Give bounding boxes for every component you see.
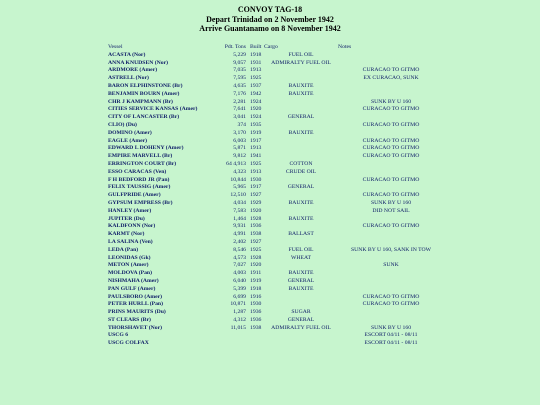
vessel-cell: DOMINO (Amer) [108, 129, 152, 136]
vessel-cell: LA SALINA (Ven) [108, 238, 153, 245]
built-cell: 1913 [250, 145, 262, 152]
vessel-cell: KARMT (Nor) [108, 231, 145, 238]
table-row [0, 332, 540, 340]
built-cell: 1920 [250, 106, 262, 113]
vessel-cell: JUPITER (Du) [108, 215, 145, 222]
notes-cell: CURACAO TO GITMO [362, 106, 420, 113]
pdt-tons-cell: 3,041 [233, 114, 246, 121]
pdt-tons-cell: 6,003 [233, 137, 246, 144]
header-cargo: Cargo [264, 44, 278, 50]
vessel-cell: EMPIRE MARVELL (Br) [108, 153, 173, 160]
notes-cell: CURACAO TO GITMO [362, 145, 420, 152]
vessel-cell: PRINS MAURITS (Du) [108, 309, 166, 316]
notes-cell: ESCORT 04/11 - 08/11 [364, 332, 418, 339]
table-row [0, 153, 540, 161]
table-row [0, 301, 540, 309]
convoy-table [0, 44, 540, 348]
table-row [0, 91, 540, 99]
pdt-tons-cell: 4,991 [233, 231, 246, 238]
table-row [0, 106, 540, 114]
table-row [0, 184, 540, 192]
pdt-tons-cell: 4,312 [233, 316, 246, 323]
pdt-tons-cell: 5,399 [233, 285, 246, 292]
table-row [0, 255, 540, 263]
built-cell: 1938 [250, 324, 262, 331]
table-row [0, 192, 540, 200]
table-row [0, 286, 540, 294]
vessel-cell: THORSHAVET (Nor) [108, 324, 162, 331]
pdt-tons-cell: 7,595 [233, 75, 246, 82]
table-row [0, 177, 540, 185]
pdt-tons-cell: 4,323 [233, 168, 246, 175]
built-cell: 1927 [250, 192, 262, 199]
notes-cell: CURACAO TO GITMO [362, 153, 420, 160]
cargo-cell: GENERAL [287, 316, 315, 323]
table-row [0, 130, 540, 138]
notes-cell: SUNK BY U 160 [370, 98, 412, 105]
pdt-tons-cell: 7,176 [233, 90, 246, 97]
vessel-cell: USCG COLFAX [108, 340, 149, 347]
vessel-cell: EDWARD L DOHENY (Amer) [108, 145, 184, 152]
cargo-cell: BAUXITE [288, 285, 314, 292]
vessel-cell: CITY OF LANCASTER (Br) [108, 114, 180, 121]
header-notes: Notes [338, 44, 352, 50]
table-row [0, 340, 540, 348]
pdt-tons-cell: 4,635 [233, 82, 246, 89]
table-row [0, 145, 540, 153]
built-cell: 1941 [250, 153, 262, 160]
table-row [0, 114, 540, 122]
pdt-tons-cell: 9,057 [233, 59, 246, 66]
notes-cell: SUNK [383, 262, 399, 269]
pdt-tons-cell: 7,035 [233, 67, 246, 74]
pdt-tons-cell: 5,229 [233, 51, 246, 58]
table-row [0, 208, 540, 216]
table-row [0, 247, 540, 255]
vessel-cell: FELIX TAUSSIG (Amer) [108, 184, 171, 191]
header-built: Built [250, 44, 262, 50]
built-cell: 1924 [250, 114, 262, 121]
built-cell: 1920 [250, 262, 262, 269]
notes-cell: EX CURACAO, SUNK [363, 75, 419, 82]
cargo-cell: BAUXITE [288, 199, 314, 206]
cargo-cell: CRUDE OIL [285, 168, 317, 175]
built-cell: 1919 [250, 129, 262, 136]
vessel-cell: LEONIDAS (Gk) [108, 254, 151, 261]
vessel-cell: PAULSBORO (Amer) [108, 293, 163, 300]
notes-cell: CURACAO TO GITMO [362, 223, 420, 230]
built-cell: 1919 [250, 277, 262, 284]
table-row [0, 200, 540, 208]
vessel-cell: BENJAMIN BOURN (Amer) [108, 90, 180, 97]
table-row [0, 99, 540, 107]
table-row [0, 75, 540, 83]
table-row [0, 83, 540, 91]
pdt-tons-cell: 11,015 [230, 324, 246, 331]
table-row [0, 216, 540, 224]
pdt-tons-cell: 2,281 [233, 98, 246, 105]
pdt-tons-cell: 3,170 [233, 129, 246, 136]
built-cell: 1942 [250, 90, 262, 97]
notes-cell: CURACAO TO GITMO [362, 192, 420, 199]
built-cell: 1936 [250, 223, 262, 230]
built-cell: 1918 [250, 51, 262, 58]
notes-cell: CURACAO TO GITMO [362, 67, 420, 74]
vessel-cell: HANLEY (Amer) [108, 207, 152, 214]
vessel-cell: CHR J KAMPMANN (Br) [108, 98, 173, 105]
notes-cell: SUNK BY U 160, SANK IN TOW [351, 246, 431, 253]
pdt-tons-cell: 7,641 [233, 106, 246, 113]
pdt-tons-cell: 7,027 [233, 262, 246, 269]
header-vessel: Vessel [108, 44, 123, 50]
table-row [0, 262, 540, 270]
cargo-cell: FUEL OIL [288, 246, 314, 253]
built-cell: 1928 [250, 215, 262, 222]
built-cell: 1913 [250, 67, 262, 74]
vessel-cell: ESSO CARACAS (Ven) [108, 168, 167, 175]
pdt-tons-cell: 4,034 [233, 199, 246, 206]
table-row [0, 60, 540, 68]
vessel-cell: PETER HURLL (Pan) [108, 301, 163, 308]
vessel-cell: USCG 6 [108, 332, 129, 339]
table-row [0, 122, 540, 130]
built-cell: 1913 [250, 168, 262, 175]
pdt-tons-cell: 2,402 [233, 238, 246, 245]
cargo-cell: BAUXITE [288, 215, 314, 222]
built-cell: 1925 [250, 75, 262, 82]
pdt-tons-cell: 5,965 [233, 184, 246, 191]
vessel-cell: EAGLE (Amer) [108, 137, 148, 144]
table-row [0, 278, 540, 286]
pdt-tons-cell: 10,871 [230, 301, 246, 308]
table-row [0, 169, 540, 177]
cargo-cell: GENERAL [287, 114, 315, 121]
notes-cell: SUNK BY U 160 [370, 199, 412, 206]
convoy-title: CONVOY TAG-18 [237, 5, 303, 14]
table-row [0, 67, 540, 75]
built-cell: 1930 [250, 301, 262, 308]
vessel-cell: CLIO) (Du) [108, 121, 137, 128]
notes-cell: ESCORT 04/11 - 08/11 [364, 340, 418, 347]
notes-cell: CURACAO TO GITMO [362, 176, 420, 183]
built-cell: 1924 [250, 98, 262, 105]
built-cell: 1911 [250, 270, 262, 277]
pdt-tons-cell: 4,003 [233, 270, 246, 277]
pdt-tons-cell: 4,573 [233, 254, 246, 261]
built-cell: 1937 [250, 82, 262, 89]
vessel-cell: ST CLEARS (Br) [108, 316, 151, 323]
pdt-tons-cell: 10,844 [230, 176, 246, 183]
pdt-tons-cell: 9,931 [233, 223, 246, 230]
cargo-cell: COTTON [289, 160, 313, 167]
vessel-cell: F H BEDFORD JR (Pan) [108, 176, 170, 183]
cargo-cell: BAUXITE [288, 90, 314, 97]
vessel-cell: ARDMORE (Amer) [108, 67, 158, 74]
cargo-cell: FUEL OIL [288, 51, 314, 58]
table-row [0, 52, 540, 60]
built-cell: 1925 [250, 246, 262, 253]
cargo-cell: BAUXITE [288, 129, 314, 136]
cargo-cell: BALLAST [288, 231, 314, 238]
table-row [0, 231, 540, 239]
table-row [0, 270, 540, 278]
built-cell: 1929 [250, 199, 262, 206]
cargo-cell: GENERAL [287, 277, 315, 284]
pdt-tons-cell: 374 [237, 121, 246, 128]
pdt-tons-cell: 7,583 [233, 207, 246, 214]
built-cell: 1917 [250, 184, 262, 191]
cargo-cell: ADMIRALTY FUEL OIL [271, 324, 331, 331]
cargo-cell: GENERAL [287, 184, 315, 191]
cargo-cell: BAUXITE [288, 82, 314, 89]
table-body [0, 52, 540, 348]
table-row [0, 239, 540, 247]
pdt-tons-cell: 8,546 [233, 246, 246, 253]
table-header-row [0, 44, 540, 52]
vessel-cell: KALDFONN (Nor) [108, 223, 156, 230]
pdt-tons-cell: 5,871 [233, 145, 246, 152]
pdt-tons-cell: 12,510 [230, 192, 246, 199]
notes-cell: CURACAO TO GITMO [362, 137, 420, 144]
vessel-cell: ASTRELL (Nor) [108, 75, 149, 82]
notes-cell: SUNK BY U 160 [370, 324, 412, 331]
built-cell: 1918 [250, 285, 262, 292]
convoy-header [0, 0, 540, 34]
notes-cell: CURACAO TO GITMO [362, 301, 420, 308]
vessel-cell: CITIES SERVICE KANSAS (Amer) [108, 106, 198, 113]
vessel-cell: LEDA (Pan) [108, 246, 139, 253]
built-cell: 1936 [250, 309, 262, 316]
cargo-cell: SUGAR [291, 309, 311, 316]
vessel-cell: ACASTA (Nor) [108, 51, 146, 58]
notes-cell: DID NOT SAIL [372, 207, 410, 214]
table-row [0, 309, 540, 317]
notes-cell: CURACAO TO GITMO [362, 293, 420, 300]
built-cell: 1936 [250, 316, 262, 323]
built-cell: 1938 [250, 231, 262, 238]
pdt-tons-cell: 1,287 [233, 309, 246, 316]
pdt-tons-cell: 6,699 [233, 293, 246, 300]
built-cell: 1920 [250, 207, 262, 214]
vessel-cell: PAN GULF (Amer) [108, 285, 156, 292]
vessel-cell: BARON ELPHINSTONE (Br) [108, 82, 183, 89]
built-cell: 1930 [250, 176, 262, 183]
built-cell: 1925 [250, 160, 262, 167]
table-row [0, 161, 540, 169]
table-row [0, 317, 540, 325]
vessel-cell: GULFPRIDE (Amer) [108, 192, 161, 199]
pdt-tons-cell: 6,040 [233, 277, 246, 284]
built-cell: 1927 [250, 238, 262, 245]
depart-line: Depart Trinidad on 2 November 1942 [206, 14, 334, 24]
table-row [0, 223, 540, 231]
pdt-tons-cell: 9,812 [233, 153, 246, 160]
built-cell: 1916 [250, 293, 262, 300]
built-cell: 1928 [250, 254, 262, 261]
cargo-cell: WHEAT [291, 254, 311, 261]
built-cell: 1931 [250, 59, 262, 66]
table-row [0, 294, 540, 302]
vessel-cell: METON (Amer) [108, 262, 149, 269]
pdt-tons-cell: 1,464 [233, 215, 246, 222]
vessel-cell: NISHMAHA (Amer) [108, 277, 159, 284]
pdt-tons-cell: 64 4,913 [226, 160, 246, 167]
vessel-cell: MOLDOVA (Pan) [108, 270, 152, 277]
vessel-cell: ANNA KNUDSEN (Nor) [108, 59, 169, 66]
built-cell: 1935 [250, 121, 262, 128]
cargo-cell: BAUXITE [288, 270, 314, 277]
vessel-cell: ERRINGTON COURT (Br) [108, 160, 177, 167]
cargo-cell: ADMIRALTY FUEL OIL [271, 59, 331, 66]
arrive-line: Arrive Guantanamo on 8 November 1942 [199, 24, 341, 34]
built-cell: 1917 [250, 137, 262, 144]
notes-cell: CURACAO TO GITMO [362, 121, 420, 128]
header-pdt-tons: Pdt. Tons [224, 44, 246, 50]
table-row [0, 325, 540, 333]
vessel-cell: GYPSUM EMPRESS (Br) [108, 199, 173, 206]
table-row [0, 138, 540, 146]
